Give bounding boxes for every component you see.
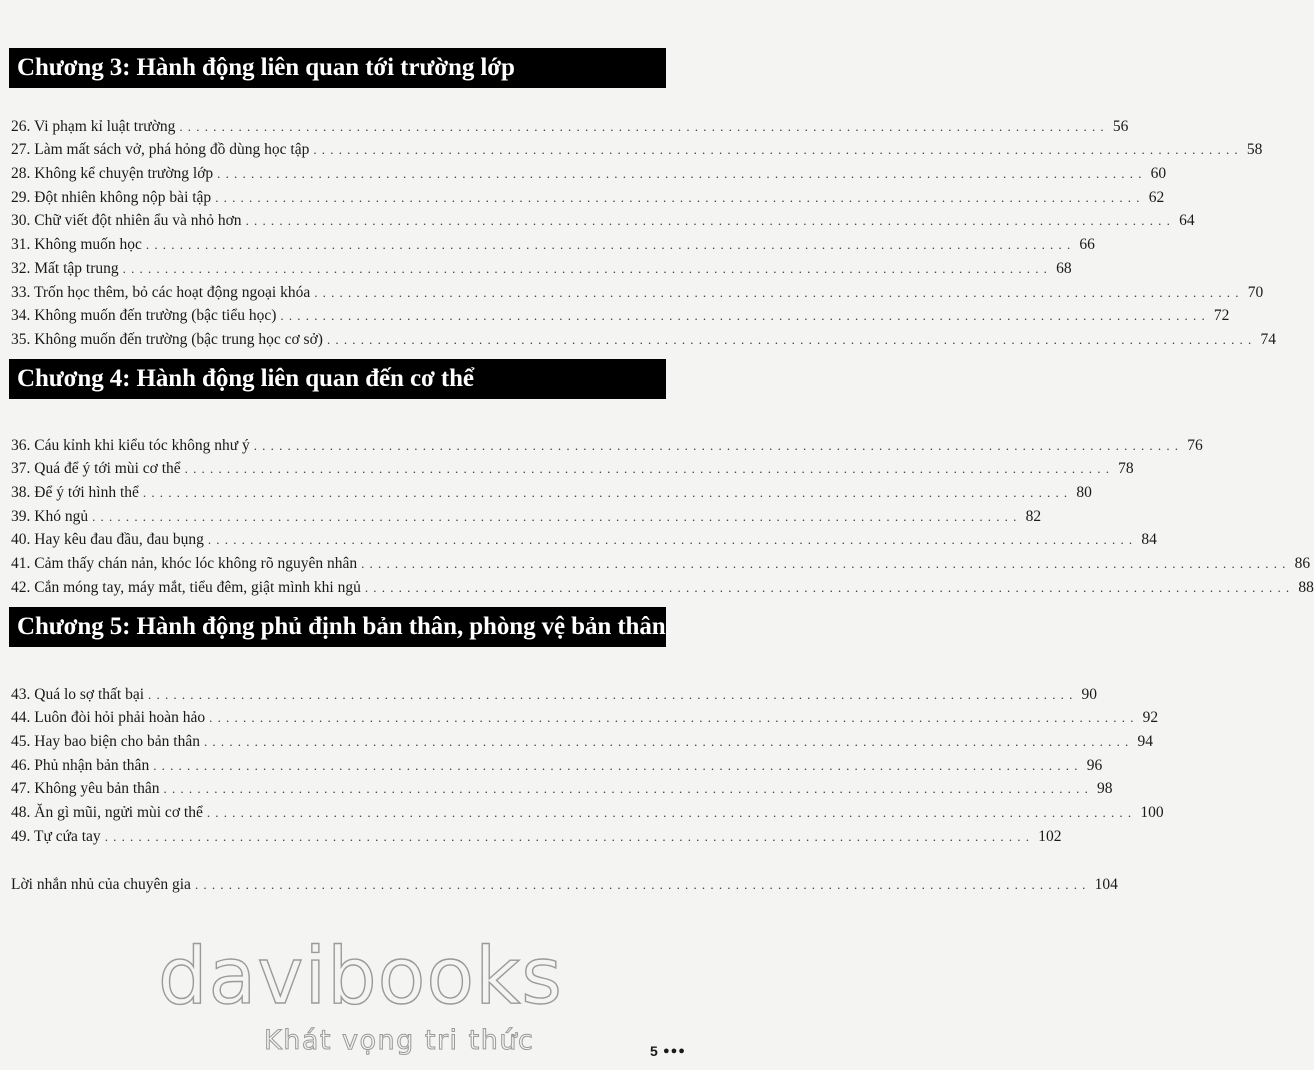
leader-dots: ..............................................................................................................	[314, 284, 1244, 300]
toc-entry-label: 30. Chữ viết đột nhiên ẩu và nhỏ hơn	[11, 211, 246, 230]
chapter-4-title: Chương 4: Hành động liên quan đến cơ thể	[17, 365, 474, 392]
toc-entry-page: 70	[1244, 283, 1264, 302]
chapter-3-title: Chương 3: Hành động liên quan tới trường lớp	[17, 54, 515, 81]
leader-dots: ..............................................................................................................	[203, 734, 1134, 750]
toc-entry	[11, 822, 1062, 846]
davibooks-watermark-logo: davibooks	[158, 932, 563, 1022]
toc-entry	[11, 136, 1263, 160]
page-ornament-dots: ●●●	[663, 1045, 686, 1057]
toc-entry-page: 82	[1022, 507, 1042, 526]
toc-entry-page: 72	[1210, 306, 1230, 325]
chapter-3-header	[9, 48, 666, 88]
toc-entry	[11, 183, 1165, 207]
toc-entry	[11, 159, 1167, 183]
toc-entry-page: 94	[1133, 732, 1153, 751]
toc-entry-label: 29. Đột nhiên không nộp bài tập	[11, 188, 215, 207]
toc-entry-page: 80	[1072, 483, 1092, 502]
toc-entry-label: 26. Vi phạm kỉ luật trường	[11, 117, 179, 136]
leader-dots: ..............................................................................................................	[122, 260, 1053, 276]
leader-dots: ..............................................................................................................	[326, 331, 1257, 347]
toc-entry	[11, 704, 1159, 728]
toc-entry-page: 104	[1091, 875, 1118, 894]
toc-entry-page: 68	[1052, 259, 1072, 278]
toc-entry-label: 27. Làm mất sách vở, phá hỏng đồ dùng học tập	[11, 140, 313, 159]
toc-entry-page: 98	[1093, 779, 1113, 798]
page-number: 5	[650, 1043, 658, 1059]
toc-entry-page: 102	[1034, 827, 1061, 846]
toc-entry-label: 41. Cảm thấy chán nản, khóc lóc không rõ nguyên nhân	[11, 554, 361, 573]
toc-entry-label: 35. Không muốn đến trường (bậc trung học cơ sở)	[11, 330, 327, 349]
toc-entry	[11, 325, 1276, 349]
toc-entry-label: 44. Luôn đòi hỏi phải hoàn hảo	[11, 708, 209, 727]
leader-dots: ..............................................................................................................	[313, 142, 1243, 158]
leader-dots: ..............................................................................................................	[179, 118, 1109, 134]
toc-entry-page: 96	[1083, 756, 1103, 775]
toc-entry-page: 64	[1175, 211, 1195, 230]
leader-dots: ..............................................................................................................	[364, 579, 1295, 595]
leader-dots: ..............................................................................................................	[217, 166, 1147, 182]
chapter-3-list	[11, 112, 1276, 349]
toc-entry	[11, 775, 1113, 799]
toc-entry	[11, 230, 1095, 254]
toc-entry	[11, 207, 1195, 231]
leader-dots: ..............................................................................................................	[163, 781, 1094, 797]
toc-entry	[11, 112, 1129, 136]
leader-dots: ..............................................................................................................	[361, 556, 1291, 572]
leader-dots: ..............................................................................................................	[142, 485, 1073, 501]
toc-entry-label: 40. Hay kêu đau đầu, đau bụng	[11, 530, 208, 549]
toc-entry-label: 46. Phủ nhận bản thân	[11, 756, 153, 775]
leader-dots: ..............................................................................................................	[245, 213, 1176, 229]
watermark-tagline: Khát vọng tri thức	[264, 1025, 535, 1056]
toc-entry-page: 62	[1145, 188, 1165, 207]
leader-dots: ..............................................................................................................	[148, 686, 1078, 702]
toc-entry-label: 36. Cáu kỉnh khi kiểu tóc không như ý	[11, 436, 254, 455]
toc-entry	[11, 478, 1092, 502]
toc-entry	[11, 751, 1103, 775]
toc-entry-page: 74	[1256, 330, 1276, 349]
toc-entry	[11, 455, 1134, 479]
leader-dots: ..............................................................................................................	[92, 508, 1022, 524]
toc-entry	[11, 526, 1157, 550]
leader-dots: ..........................................................................................................	[194, 876, 1091, 892]
toc-entry-page: 88	[1294, 578, 1314, 597]
chapter-5-title: Chương 5: Hành động phủ định bản thân, phòng vệ bản thân	[17, 613, 666, 640]
toc-entry-page: 58	[1243, 140, 1263, 159]
toc-entry-label: Lời nhắn nhủ của chuyên gia	[11, 875, 195, 894]
leader-dots: ..............................................................................................................	[206, 805, 1137, 821]
toc-entry-page: 60	[1147, 164, 1167, 183]
toc-entry-label: 34. Không muốn đến trường (bậc tiểu học)	[11, 306, 280, 325]
toc-entry	[11, 502, 1042, 526]
leader-dots: ..............................................................................................................	[207, 532, 1138, 548]
toc-entry-label: 47. Không yêu bản thân	[11, 779, 164, 798]
chapter-4-list	[11, 431, 1314, 597]
toc-entry	[11, 798, 1164, 822]
leader-dots: ..............................................................................................................	[104, 828, 1035, 844]
toc-entry-label: 39. Khó ngủ	[11, 507, 92, 526]
toc-entry-label: 37. Quá để ý tới mùi cơ thể	[11, 459, 185, 478]
chapter-5-list	[11, 680, 1164, 846]
chapter-5-header	[9, 607, 666, 647]
toc-entry-page: 66	[1075, 235, 1095, 254]
toc-entry-label: 43. Quá lo sợ thất bại	[11, 685, 148, 704]
toc-entry	[11, 680, 1098, 704]
leader-dots: ..............................................................................................................	[184, 461, 1115, 477]
toc-entry	[11, 573, 1314, 597]
toc-entry-label: 49. Tự cứa tay	[11, 827, 105, 846]
chapter-4-header	[9, 359, 666, 399]
toc-entry-page: 76	[1183, 436, 1203, 455]
toc-entry-label: 38. Để ý tới hình thể	[11, 483, 143, 502]
toc-entry	[11, 278, 1264, 302]
toc-entry-label: 28. Không kể chuyện trường lớp	[11, 164, 217, 183]
leader-dots: ..............................................................................................................	[280, 308, 1210, 324]
leader-dots: ..............................................................................................................	[209, 710, 1139, 726]
toc-entry-label: 42. Cắn móng tay, máy mắt, tiểu đêm, giật mình khi ngủ	[11, 578, 365, 597]
toc-entry	[11, 254, 1072, 278]
toc-entry-page: 56	[1109, 117, 1129, 136]
toc-entry-page: 84	[1137, 530, 1157, 549]
toc-entry	[11, 302, 1230, 326]
toc-entry-page: 86	[1291, 554, 1311, 573]
toc-entry-closing	[11, 870, 1118, 894]
toc-entry-page: 100	[1136, 803, 1163, 822]
toc-entry-page: 78	[1114, 459, 1134, 478]
toc-entry-label: 48. Ăn gì mũi, ngửi mùi cơ thể	[11, 803, 207, 822]
toc-entry-label: 32. Mất tập trung	[11, 259, 123, 278]
leader-dots: ..............................................................................................................	[145, 237, 1076, 253]
toc-entry-page: 90	[1078, 685, 1098, 704]
toc-entry-page: 92	[1139, 708, 1159, 727]
toc-entry-label: 31. Không muốn học	[11, 235, 146, 254]
toc-entry	[11, 549, 1311, 573]
toc-entry	[11, 431, 1203, 455]
toc-entry	[11, 727, 1153, 751]
leader-dots: ..............................................................................................................	[215, 189, 1145, 205]
leader-dots: ..............................................................................................................	[153, 757, 1083, 773]
toc-entry-label: 33. Trốn học thêm, bỏ các hoạt động ngoại khóa	[11, 283, 314, 302]
closing-list	[11, 870, 1118, 894]
toc-entry-label: 45. Hay bao biện cho bản thân	[11, 732, 204, 751]
leader-dots: ..............................................................................................................	[253, 437, 1184, 453]
